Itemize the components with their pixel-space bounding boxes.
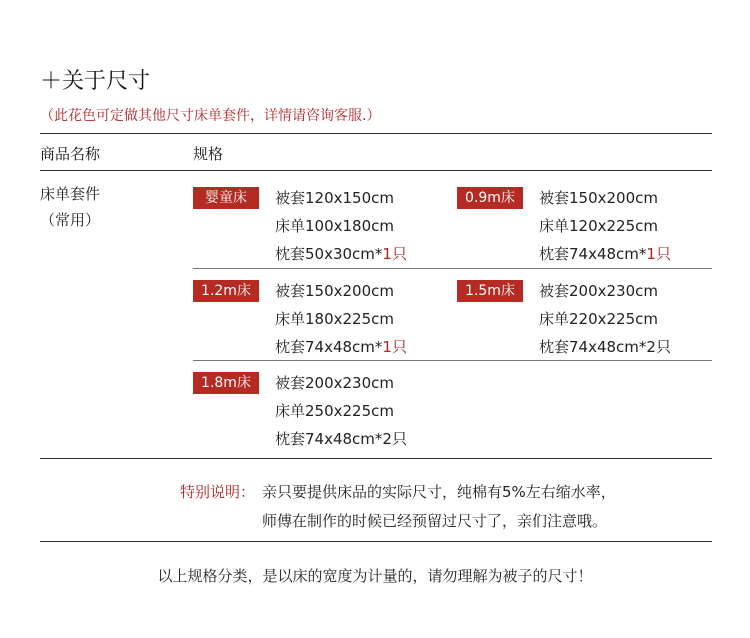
footer-note: 以上规格分类，是以床的宽度为计量的，请勿理解为被子的尺寸！	[157, 567, 593, 585]
size-line: 被套120x150cm	[275, 189, 394, 207]
header-divider	[40, 170, 712, 171]
size-line: 被套150x200cm	[539, 189, 658, 207]
pillow-qty: 1只	[382, 245, 407, 263]
pillow-line	[539, 244, 671, 264]
pillow-qty: 1只	[646, 245, 671, 263]
pillow-qty: 1只	[382, 338, 407, 356]
special-note-line: 师傅在制作的时候已经预留过尺寸了，亲们注意哦。	[262, 512, 608, 530]
size-line: 被套150x200cm	[275, 282, 394, 300]
custom-size-note: （此花色可定做其他尺寸床单套件，详情请咨询客服.）	[40, 108, 381, 124]
header-spec: 规格	[193, 145, 224, 163]
size-line: 床单100x180cm	[275, 217, 394, 235]
size-line: 床单180x225cm	[275, 310, 394, 328]
special-note-line: 亲只要提供床品的实际尺寸，纯棉有5%左右缩水率，	[262, 483, 616, 501]
section-title: ＋关于尺寸	[40, 69, 151, 94]
special-note-label: 特别说明：	[180, 483, 256, 501]
size-badge: 1.2m床	[193, 280, 259, 302]
pillow-line	[539, 337, 671, 357]
row-divider	[193, 360, 712, 361]
pillow-spec: 枕套50x30cm*	[275, 245, 383, 263]
size-badge: 1.8m床	[193, 372, 259, 394]
product-subtitle: （常用）	[40, 211, 101, 229]
size-line: 被套200x230cm	[539, 282, 658, 300]
pillow-spec: 枕套74x48cm*	[275, 338, 383, 356]
header-product-name: 商品名称	[40, 145, 101, 163]
size-badge: 0.9m床	[457, 187, 523, 209]
pillow-line	[275, 244, 407, 264]
pillow-qty: 2只	[382, 430, 407, 448]
size-line: 床单220x225cm	[539, 310, 658, 328]
footer-divider	[40, 541, 712, 542]
pillow-spec: 枕套74x48cm*	[275, 430, 383, 448]
row-divider	[193, 268, 712, 269]
size-line: 床单120x225cm	[539, 217, 658, 235]
size-badge: 1.5m床	[457, 280, 523, 302]
pillow-line	[275, 337, 407, 357]
pillow-spec: 枕套74x48cm*	[539, 245, 647, 263]
size-line: 被套200x230cm	[275, 374, 394, 392]
table-bottom-divider	[40, 458, 712, 459]
product-name: 床单套件	[40, 185, 101, 203]
table-top-divider	[40, 133, 712, 134]
size-badge: 婴童床	[193, 187, 259, 209]
pillow-spec: 枕套74x48cm*	[539, 338, 647, 356]
pillow-line	[275, 429, 407, 449]
pillow-qty: 2只	[646, 338, 671, 356]
size-line: 床单250x225cm	[275, 402, 394, 420]
